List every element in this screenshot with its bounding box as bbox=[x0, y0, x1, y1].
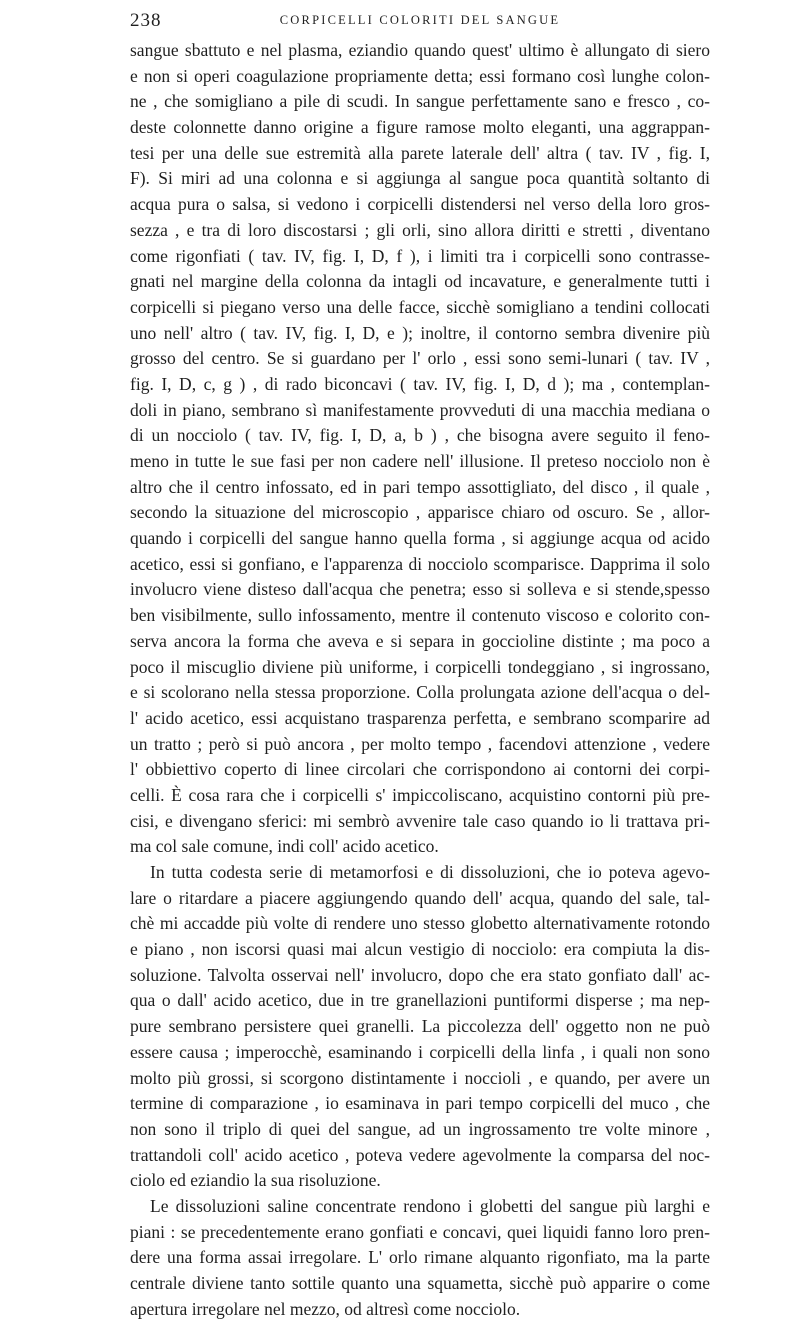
text-line: centrale diviene tanto sottile quanto una squametta, sicchè può apparire o come bbox=[130, 1273, 710, 1293]
text-line: un tratto ; però si può ancora , per molto tempo , facendovi attenzione , vedere bbox=[130, 733, 710, 754]
text-line: quando i corpicelli del sangue hanno quella forma , si aggiunge acqua od acido bbox=[130, 528, 710, 549]
text-line: ne , che somigliano a pile di scudi. In sangue perfettamente sano e fresco , co- bbox=[130, 91, 710, 112]
paragraph bbox=[130, 1194, 710, 1322]
text-line: acqua pura o salsa, si vedono i corpicelli distendersi nel verso della loro gros- bbox=[130, 194, 710, 215]
text-line: molto più grossi, si scorgono distintamente i noccioli , e quando, per avere un bbox=[130, 1067, 710, 1088]
text-line: termine di comparazione , io esaminava in pari tempo corpicelli del muco , che bbox=[130, 1093, 710, 1114]
text-line: sangue sbattuto e nel plasma, eziandio quando quest' ultimo è allungato di siero bbox=[130, 40, 710, 60]
page-body bbox=[130, 38, 710, 1322]
text-line: deste colonnette danno origine a figure ramose molto eleganti, una aggrappan- bbox=[130, 117, 710, 138]
text-line: grosso del centro. Se si guardano per l' orlo , essi sono semi-lunari ( tav. IV , bbox=[130, 348, 710, 369]
text-line: come rigonfiati ( tav. IV, fig. I, D, f ), i limiti tra i corpicelli sono contrasse- bbox=[130, 245, 710, 266]
text-line: e si scolorano nella stessa proporzione. Colla prolungata azione dell'acqua o del- bbox=[130, 682, 710, 703]
text-line: meno in tutte le sue fasi per non cadere nell' illusione. Il preteso nocciolo non è bbox=[130, 451, 710, 471]
text-line: essere causa ; imperocchè, esaminando i corpicelli della linfa , i quali non sono bbox=[130, 1041, 710, 1062]
text-line: qua o dall' acido acetico, due in tre granellazioni puntiformi disperse ; ma nep- bbox=[130, 990, 710, 1011]
text-line: ma col sale comune, indi coll' acido acetico. bbox=[130, 836, 439, 857]
text-line: In tutta codesta serie di metamorfosi e di dissoluzioni, che io poteva agevo- bbox=[150, 862, 710, 882]
text-line: l' obbiettivo coperto di linee circolari che corrispondono ai contorni dei corpi- bbox=[130, 759, 710, 780]
text-line: acetico, essi si gonfiano, e l'apparenza di nocciolo scomparisce. Dapprima il solo bbox=[130, 553, 710, 574]
text-line: soluzione. Talvolta osservai nell' involucro, dopo che era stato gonfiato dall' ac- bbox=[130, 964, 710, 985]
text-line: poco il miscuglio diviene più uniforme, i corpicelli tondeggiano , si ingrossano, bbox=[130, 656, 710, 677]
text-line: pure sembrano persistere quei granelli. La piccolezza dell' oggetto non ne può bbox=[130, 1016, 710, 1037]
text-line: corpicelli si piegano verso una delle facce, sicchè somigliano a tendini collocati bbox=[130, 296, 710, 317]
text-line: fig. I, D, c, g ) , di rado biconcavi ( tav. IV, fig. I, D, d ); ma , contemplan- bbox=[130, 373, 710, 394]
page-header bbox=[130, 10, 710, 36]
text-line: doli in piano, sembrano sì manifestamente provveduti di una macchia mediana o bbox=[130, 399, 710, 420]
paragraph bbox=[130, 860, 710, 1194]
text-line: chè mi accadde più volte di rendere uno stesso globetto alternativamente rotondo bbox=[130, 913, 710, 934]
text-line: non sono il triplo di quei del sangue, ad un ingrossamento tre volte minore , bbox=[130, 1118, 710, 1139]
text-line: lare o ritardare a piacere aggiungendo quando dell' acqua, quando del sale, tal- bbox=[130, 887, 710, 908]
text-line: l' acido acetico, essi acquistano trasparenza perfetta, e sembrano scomparire ad bbox=[130, 707, 710, 728]
text-line: e non si operi coagulazione propriamente detta; essi formano così lunghe colon- bbox=[130, 65, 710, 86]
text-line: cisi, e divengano sferici: mi sembrò avvenire tale caso quando io li trattava pri- bbox=[130, 810, 710, 831]
text-line: secondo la situazione del microscopio , apparisce chiaro od oscuro. Se , allor- bbox=[130, 502, 710, 523]
text-line: trattandoli coll' acido acetico , poteva vedere agevolmente la comparsa del noc- bbox=[130, 1144, 710, 1165]
text-line: ciolo ed eziandio la sua risoluzione. bbox=[130, 1170, 381, 1191]
text-line: involucro viene disteso dall'acqua che penetra; esso si solleva e si stende,spesso bbox=[130, 579, 710, 600]
text-line: celli. È cosa rara che i corpicelli s' impiccoliscano, acquistino contorni più pre- bbox=[130, 784, 710, 805]
text-line: sezza , e tra di loro discostarsi ; gli orli, sino allora diritti e stretti , diventano bbox=[130, 219, 710, 240]
text-line: ben visibilmente, sullo infossamento, mentre il contenuto viscoso e colorito con- bbox=[130, 605, 710, 626]
text-line: e piano , non iscorsi quasi mai alcun vestigio di nocciolo: era compiuta la dis- bbox=[130, 939, 710, 960]
text-line: dere una forma assai irregolare. L' orlo rimane alquanto rigonfiato, ma la parte bbox=[130, 1247, 710, 1268]
text-line: di un nocciolo ( tav. IV, fig. I, D, a, b ) , che bisogna avere seguito il feno- bbox=[130, 425, 710, 446]
running-title: CORPICELLI COLORITI DEL SANGUE bbox=[279, 13, 561, 27]
text-line: gnati nel margine della colonna da intagli od incavature, e generalmente tutti i bbox=[130, 271, 710, 292]
text-line: serva ancora la forma che aveva e si separa in goccioline distinte ; ma poco a bbox=[130, 630, 710, 651]
paragraph bbox=[130, 38, 710, 860]
text-line: F). Si miri ad una colonna e si aggiunga al sangue poca quantità soltanto di bbox=[130, 168, 710, 189]
text-line: Le dissoluzioni saline concentrate rendono i globetti del sangue più larghi e bbox=[150, 1195, 710, 1216]
text-line: uno nell' altro ( tav. IV, fig. I, D, e ); inoltre, il contorno sembra divenire più bbox=[130, 322, 710, 343]
text-line: piani : se precedentemente erano gonfiati e concavi, quei liquidi fanno loro pren- bbox=[130, 1221, 710, 1242]
text-line: altro che il centro infossato, ed in pari tempo assottigliato, del disco , il quale , bbox=[130, 476, 710, 497]
text-line: apertura irregolare nel mezzo, od altresì come nocciolo. bbox=[130, 1298, 521, 1319]
text-line: tesi per una delle sue estremità alla parete laterale dell' altra ( tav. IV , fig. I, bbox=[130, 142, 710, 163]
page-number: 238 bbox=[130, 10, 162, 31]
